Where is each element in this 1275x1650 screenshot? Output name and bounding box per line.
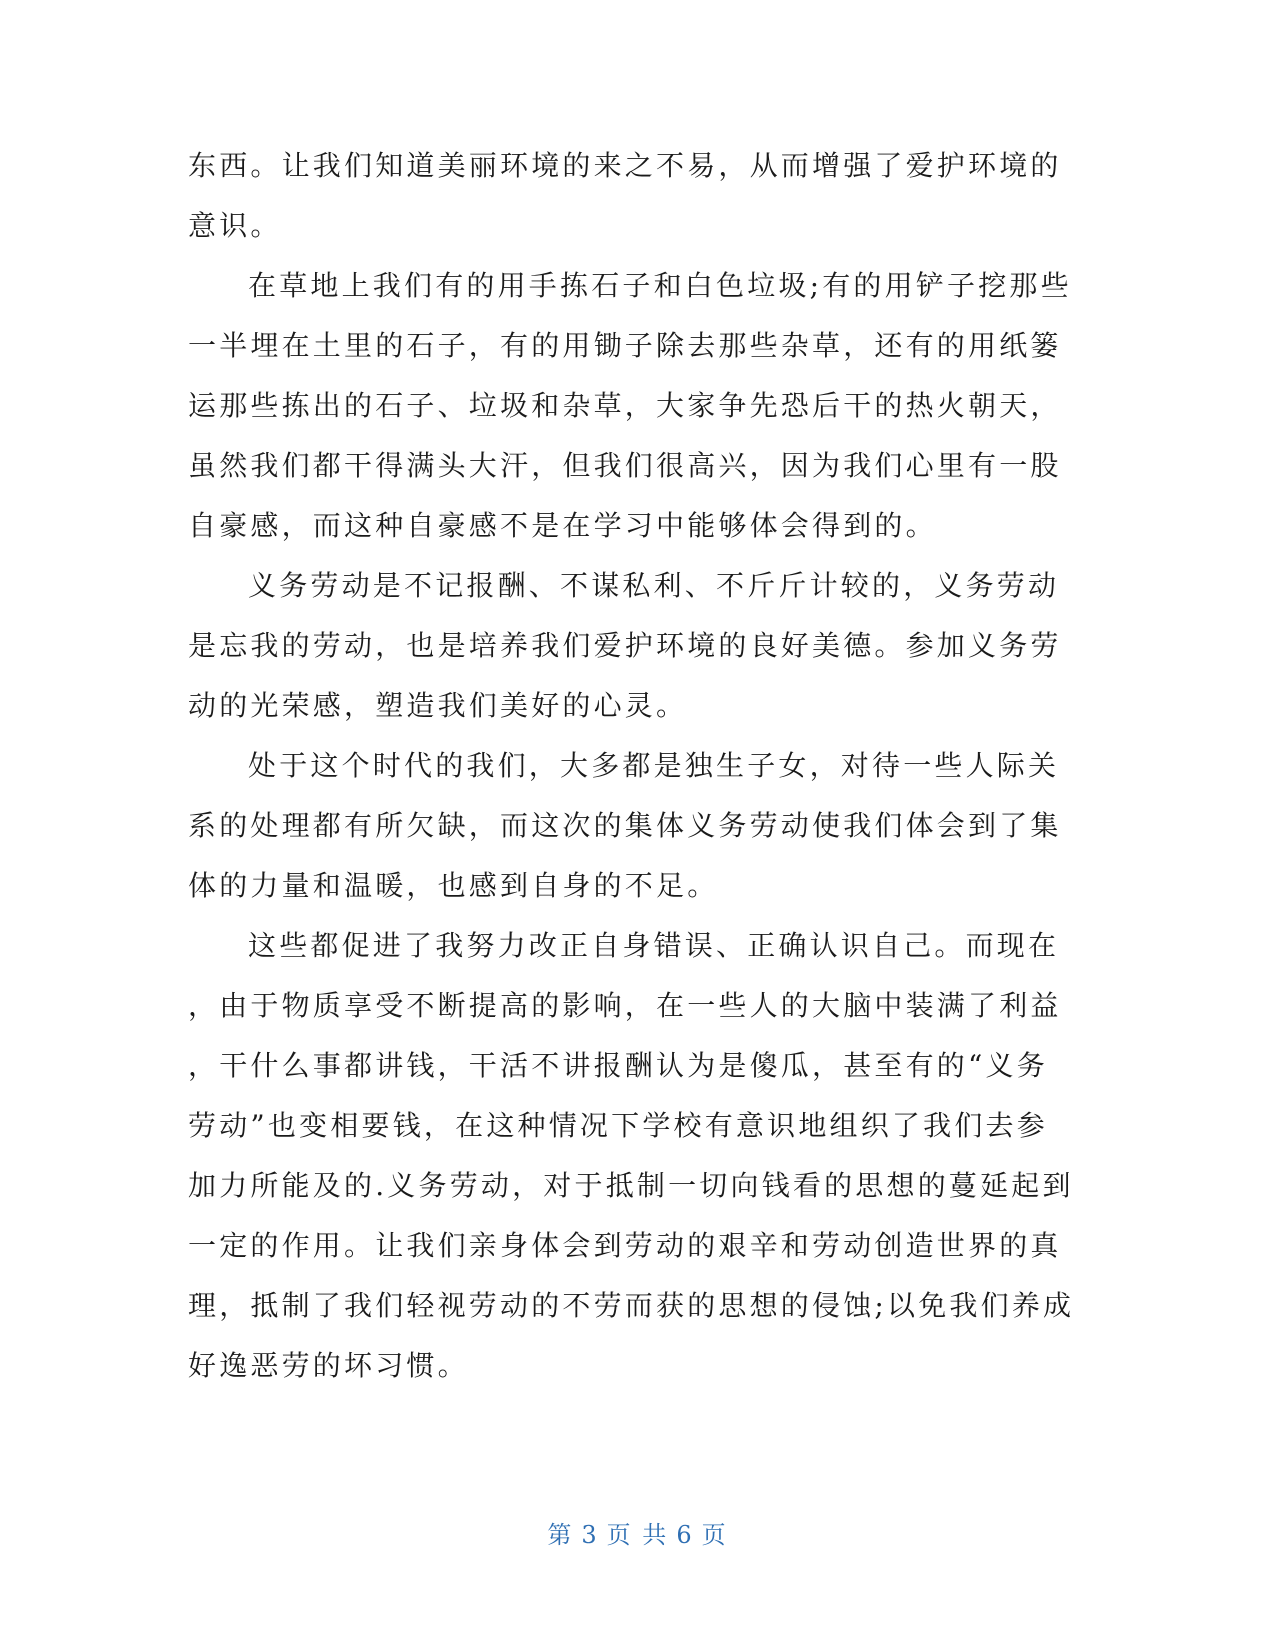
paragraph-start-line: 这些都促进了我努力改正自身错误、正确认识自己。而现在 xyxy=(248,929,1060,962)
text-line: 虽然我们都干得满头大汗，但我们很高兴，因为我们心里有一股 xyxy=(188,449,1062,482)
text-line: 系的处理都有所欠缺，而这次的集体义务劳动使我们体会到了集 xyxy=(188,809,1062,842)
footer-suffix: 页 xyxy=(701,1521,728,1549)
text-line: 东西。让我们知道美丽环境的来之不易，从而增强了爱护环境的 xyxy=(188,149,1062,182)
text-line: 加力所能及的.义务劳动，对于抵制一切向钱看的思想的蔓延起到 xyxy=(188,1169,1074,1202)
text-line: 劳动”也变相要钱，在这种情况下学校有意识地组织了我们去参 xyxy=(188,1109,1048,1142)
text-line: ，由于物质享受不断提高的影响，在一些人的大脑中装满了利益 xyxy=(188,989,1062,1022)
paragraph-start-line: 处于这个时代的我们，大多都是独生子女，对待一些人际关 xyxy=(248,749,1060,782)
text-line: 好逸恶劳的坏习惯。 xyxy=(188,1349,469,1382)
text-line: 体的力量和温暖，也感到自身的不足。 xyxy=(188,869,719,902)
footer-middle: 页 共 xyxy=(606,1521,669,1549)
text-line: 自豪感，而这种自豪感不是在学习中能够体会得到的。 xyxy=(188,509,937,542)
footer-page-number: 3 xyxy=(581,1521,599,1549)
footer-prefix: 第 xyxy=(547,1521,574,1549)
text-line: ，干什么事都讲钱，干活不讲报酬认为是傻瓜，甚至有的“义务 xyxy=(188,1049,1048,1082)
text-line: 运那些拣出的石子、垃圾和杂草，大家争先恐后干的热火朝天， xyxy=(188,389,1062,422)
text-line: 是忘我的劳动，也是培养我们爱护环境的良好美德。参加义务劳 xyxy=(188,629,1062,662)
paragraph-start-line: 义务劳动是不记报酬、不谋私利、不斤斤计较的，义务劳动 xyxy=(248,569,1060,602)
text-line: 动的光荣感，塑造我们美好的心灵。 xyxy=(188,689,688,722)
text-line: 一定的作用。让我们亲身体会到劳动的艰辛和劳动创造世界的真 xyxy=(188,1229,1062,1262)
footer-total-pages: 6 xyxy=(676,1521,694,1549)
text-line: 理，抵制了我们轻视劳动的不劳而获的思想的侵蚀;以免我们养成 xyxy=(188,1289,1075,1322)
page-footer xyxy=(0,1515,1275,1550)
paragraph-start-line: 在草地上我们有的用手拣石子和白色垃圾;有的用铲子挖那些 xyxy=(248,269,1072,302)
text-line: 一半埋在土里的石子，有的用锄子除去那些杂草，还有的用纸篓 xyxy=(188,329,1062,362)
document-body xyxy=(188,136,1075,1396)
text-line: 意识。 xyxy=(188,209,282,242)
